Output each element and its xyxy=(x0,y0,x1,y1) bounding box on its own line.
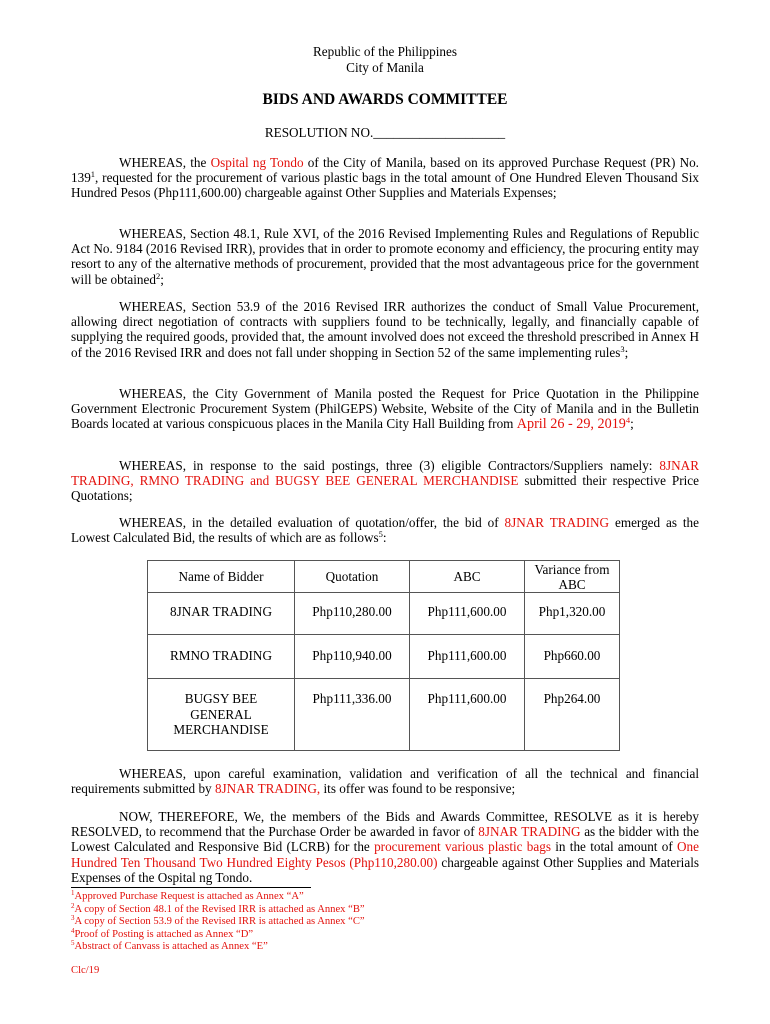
whereas-paragraph-5: WHEREAS, in response to the said postings, three (3) eligible Contractors/Suppliers namely: 8JNAR TRADING, RMNO TRADING and BUGSY BEE GENERAL MERCHANDISE submitted their respective Price Quotations; xyxy=(71,458,699,504)
table-header-row xyxy=(148,561,620,593)
footnote-3: $^3$A copy of Section 53.9 of the Revised IRR is attached as Annex “C” xyxy=(71,914,365,927)
whereas-paragraph-7: WHEREAS, upon careful examination, validation and verification of all the technical and financial requirements submitted by 8JNAR TRADING, its offer was found to be responsive; xyxy=(71,766,699,797)
document-code: Clc/19 xyxy=(71,965,100,976)
table-cell: Php1,320.00 xyxy=(525,593,620,635)
footnote-divider xyxy=(71,887,311,888)
document-title: BIDS AND AWARDS COMMITTEE xyxy=(262,91,508,108)
table-cell: Php111,600.00 xyxy=(410,635,525,679)
table-cell: RMNO TRADING xyxy=(148,635,295,679)
footnote-5: $^5$Abstract of Canvass is attached as Annex “E” xyxy=(71,939,268,952)
whereas-paragraph-6: WHEREAS, in the detailed evaluation of quotation/offer, the bid of 8JNAR TRADING emerged as the Lowest Calculated Bid, the results of which are as follows$^5$: xyxy=(71,515,699,546)
header-republic: Republic of the Philippines xyxy=(313,44,457,59)
table-row xyxy=(148,635,620,679)
whereas-paragraph-1: WHEREAS, the Ospital ng Tondo of the City of Manila, based on its approved Purchase Request (PR) No. $139^1$, requested for the procurement of various plastic bags in the total amount of One Hundred Eleven Thousand Six Hundred Pesos (Php111,600.00) chargeable against Other Supplies and Materials Expenses; xyxy=(71,155,699,201)
header-city: City of Manila xyxy=(346,60,424,75)
table-cell: Php110,940.00 xyxy=(295,635,410,679)
table-row xyxy=(148,679,620,751)
table-cell: Php111,600.00 xyxy=(410,593,525,635)
whereas-paragraph-4: WHEREAS, the City Government of Manila posted the Request for Price Quotation in the Philippine Government Electronic Procurement System (PhilGEPS) Website, Website of the City of Manila and in the Bulletin Boards located at various conspicuous places in the Manila City Hall Building from April 26 - 29, 2019$^4$; xyxy=(71,386,699,433)
table-header-cell: Variance from ABC xyxy=(525,561,620,593)
bids-table xyxy=(147,560,620,751)
table-cell: BUGSY BEE GENERAL MERCHANDISE xyxy=(148,679,295,751)
table-header-cell: ABC xyxy=(410,561,525,593)
resolve-paragraph: NOW, THEREFORE, We, the members of the Bids and Awards Committee, RESOLVE as it is hereby RESOLVED, to recommend that the Purchase Order be awarded in favor of 8JNAR TRADING as the bidder with the Lowest Calculated and Responsive Bid (LCRB) for the procurement various plastic bags in the total amount of One Hundred Ten Thousand Two Hundred Eighty Pesos (Php110,280.00) chargeable against Other Supplies and Materials Expenses of the Ospital ng Tondo. xyxy=(71,809,700,885)
table-cell: Php111,600.00 xyxy=(410,679,525,751)
table-cell: Php111,336.00 xyxy=(295,679,410,751)
resolution-number: RESOLUTION NO.____________________ xyxy=(264,125,506,140)
table-cell: 8JNAR TRADING xyxy=(148,593,295,635)
table-header-cell: Quotation xyxy=(295,561,410,593)
table-cell: Php110,280.00 xyxy=(295,593,410,635)
table-cell: Php660.00 xyxy=(525,635,620,679)
footnote-4: $^4$Proof of Posting is attached as Annex “D” xyxy=(71,927,254,940)
footnote-2: $^2$A copy of Section 48.1 of the Revised IRR is attached as Annex “B” xyxy=(71,902,365,915)
table-cell: Php264.00 xyxy=(525,679,620,751)
whereas-paragraph-3: WHEREAS, Section 53.9 of the 2016 Revised IRR authorizes the conduct of Small Value Procurement, allowing direct negotiation of contracts with suppliers found to be technically, legally, and financially capable of supplying the required goods, provided that, the amount involved does not exceed the threshold prescribed in Annex H of the 2016 Revised IRR and does not fall under shopping in Section 52 of the same implementing rules$^3$; xyxy=(71,299,699,360)
table-row xyxy=(148,593,620,635)
table-header-cell: Name of Bidder xyxy=(148,561,295,593)
whereas-paragraph-2: WHEREAS, Section 48.1, Rule XVI, of the 2016 Revised Implementing Rules and Regulations of Republic Act No. 9184 (2016 Revised IRR), provides that in order to promote economy and efficiency, the procuring entity may resort to any of the alternative methods of procurement, provided that the most advantageous price for the government will be obtained$^2$; xyxy=(71,226,699,287)
footnote-1: $^1$Approved Purchase Request is attached as Annex “A” xyxy=(71,889,304,902)
